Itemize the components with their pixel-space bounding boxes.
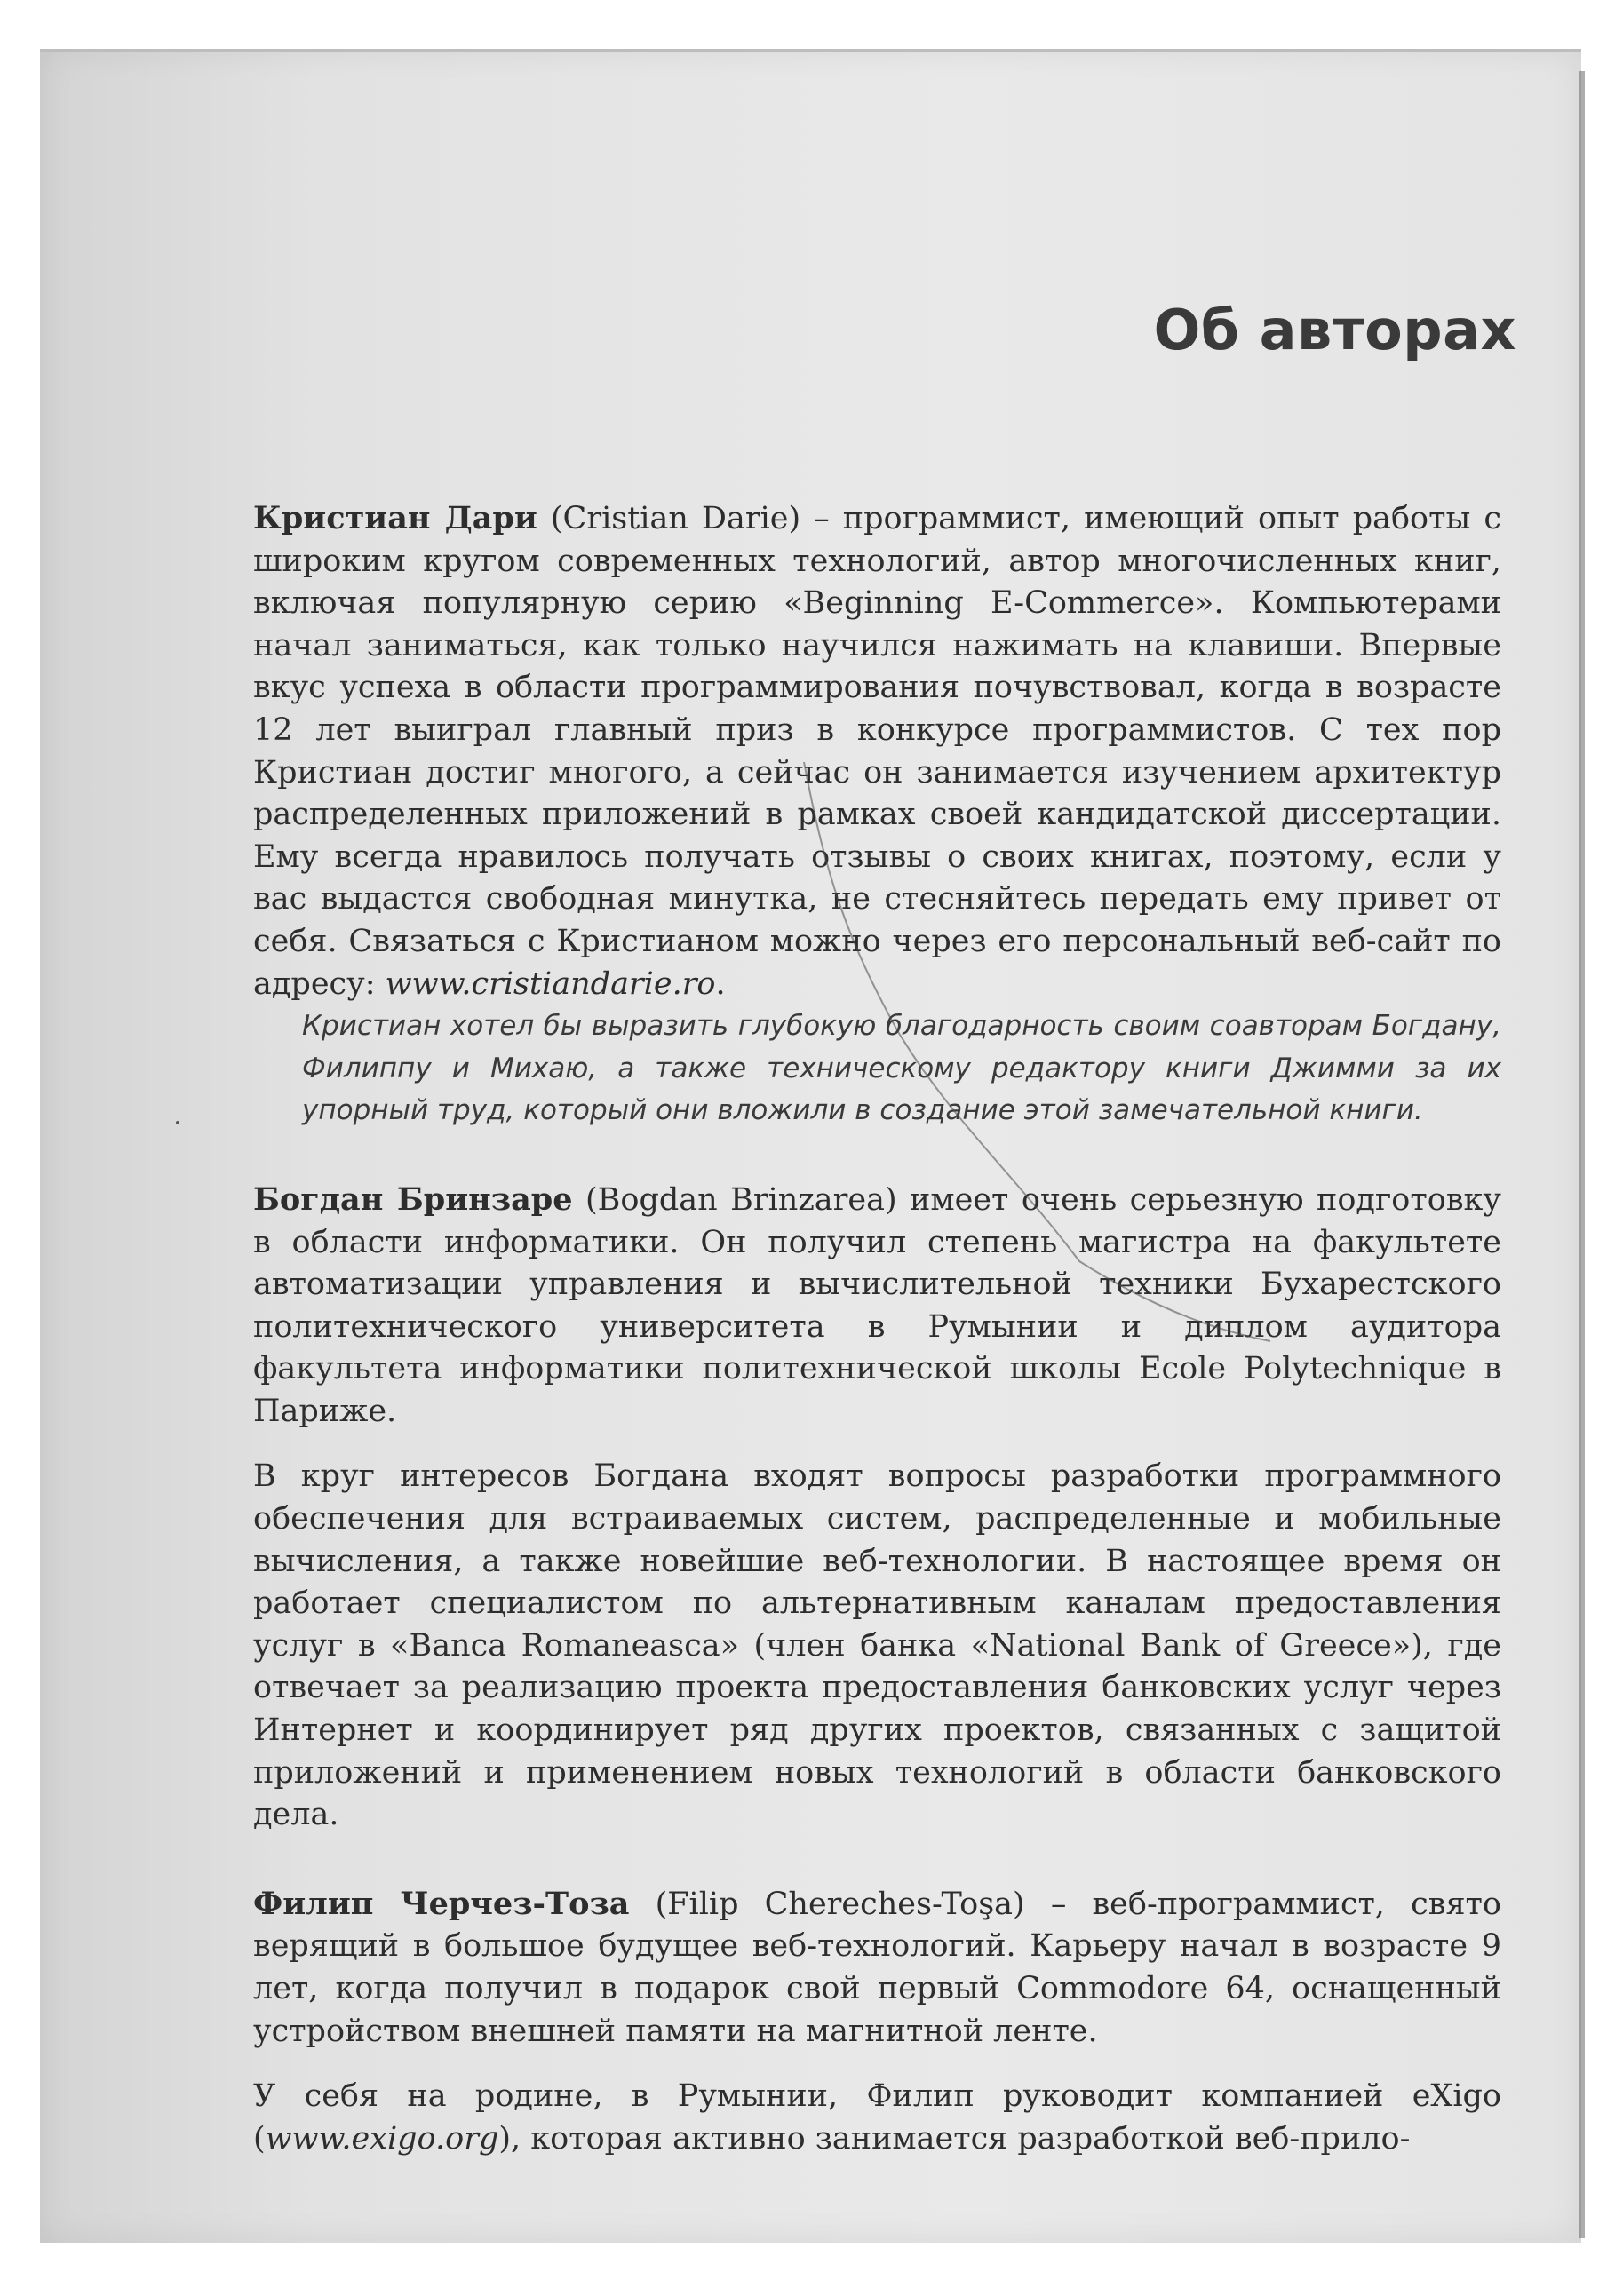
- author-name-bogdan: Богдан Бринзаре: [253, 1180, 573, 1218]
- author-cristian-bio: (Cristian Darie) – программист, имеющий опыт работы с широким кругом современных технологий, автор многочисленных книг, включая популярную серию «Beginning E-Commerce». Компьютерами начал заниматься, как только научился нажимать на клавиши. Впервые вкус успеха в области программирования почувствовал, когда в возрасте 12 лет выиграл главный приз в конкурсе программистов. С тех пор Кристиан достиг многого, а сейчас он занимается изучением архитектур распределенных приложений в рамках своей кандидатской диссертации. Ему всегда нравилось получать отзывы о своих книгах, поэтому, если у вас выдастся свободная минутка, не стесняйтесь передать ему привет от себя. Связаться с Кристианом можно через его персональный веб-сайт по адресу:: [253, 501, 1501, 1002]
- page-top-edge: [40, 49, 1581, 52]
- page-right-edge: [1579, 71, 1585, 2238]
- author-cristian-bio-tail: .: [715, 965, 726, 1002]
- author-cristian-paragraph: [253, 497, 1501, 1005]
- author-name-filip: Филип Черчез-Тоза: [253, 1885, 630, 1922]
- author-filip-paragraph: [253, 1883, 1501, 2053]
- author-bogdan-interests: В круг интересов Богдана входят вопросы разработки программного обеспечения для встраиваемых систем, распределенные и мобильные вычисления, а также новейшие веб-технологии. В настоящее время он работает специалистом по альтернативным каналам предоставления услуг в «Banca Romaneasca» (член банка «National Bank of Greece»), где отвечает за реализацию проекта предоставления банковских услуг через Интернет и координирует ряд других проектов, связанных с защитой приложений и применением новых технологий в области банковского дела.: [253, 1458, 1501, 1833]
- author-filip-company: [253, 2076, 1501, 2160]
- website-link-cristian: www.cristiandarie.ro: [385, 965, 716, 1002]
- author-filip-company-start: У себя на родине, в Румынии, Филип руководит компанией eXigo (: [253, 2078, 1501, 2157]
- author-bogdan-bio: (Bogdan Brinzarea) имеет очень серьезную подготовку в области информатики. Он получил степень магистра на факультете автоматизации управления и вычислительной техники Бухарестского политехнического университета в Румынии и диплом аудитора факультета информатики политехнической школы Ecole Polytechnique в Париже.: [253, 1181, 1501, 1429]
- page-body: [253, 497, 1501, 2160]
- scan-speck: [176, 1121, 179, 1124]
- author-name-cristian: Кристиан Дари: [253, 500, 537, 536]
- author-filip-company-rest: ), которая активно занимается разработкой веб-прило-: [498, 2120, 1411, 2157]
- website-link-exigo: www.exigo.org: [265, 2120, 499, 2157]
- page-title: Об авторах: [1153, 298, 1516, 362]
- acknowledgement-note: Кристиан хотел бы выразить глубокую благодарность своим соавторам Богдану, Филиппу и Михаю, а также техническому редактору книги Джимми за их упорный труд, который они вложили в создание этой замечательной книги.: [302, 1010, 1501, 1127]
- author-filip-bio: (Filip Chereches-Toşa) – веб-программист, свято верящий в большое будущее веб-технологий. Карьеру начал в возрасте 9 лет, когда получил в подарок свой первый Commodore 64, оснащенный устройством внешней памяти на магнитной ленте.: [253, 1886, 1501, 2049]
- author-bogdan-paragraph: [253, 1179, 1501, 1434]
